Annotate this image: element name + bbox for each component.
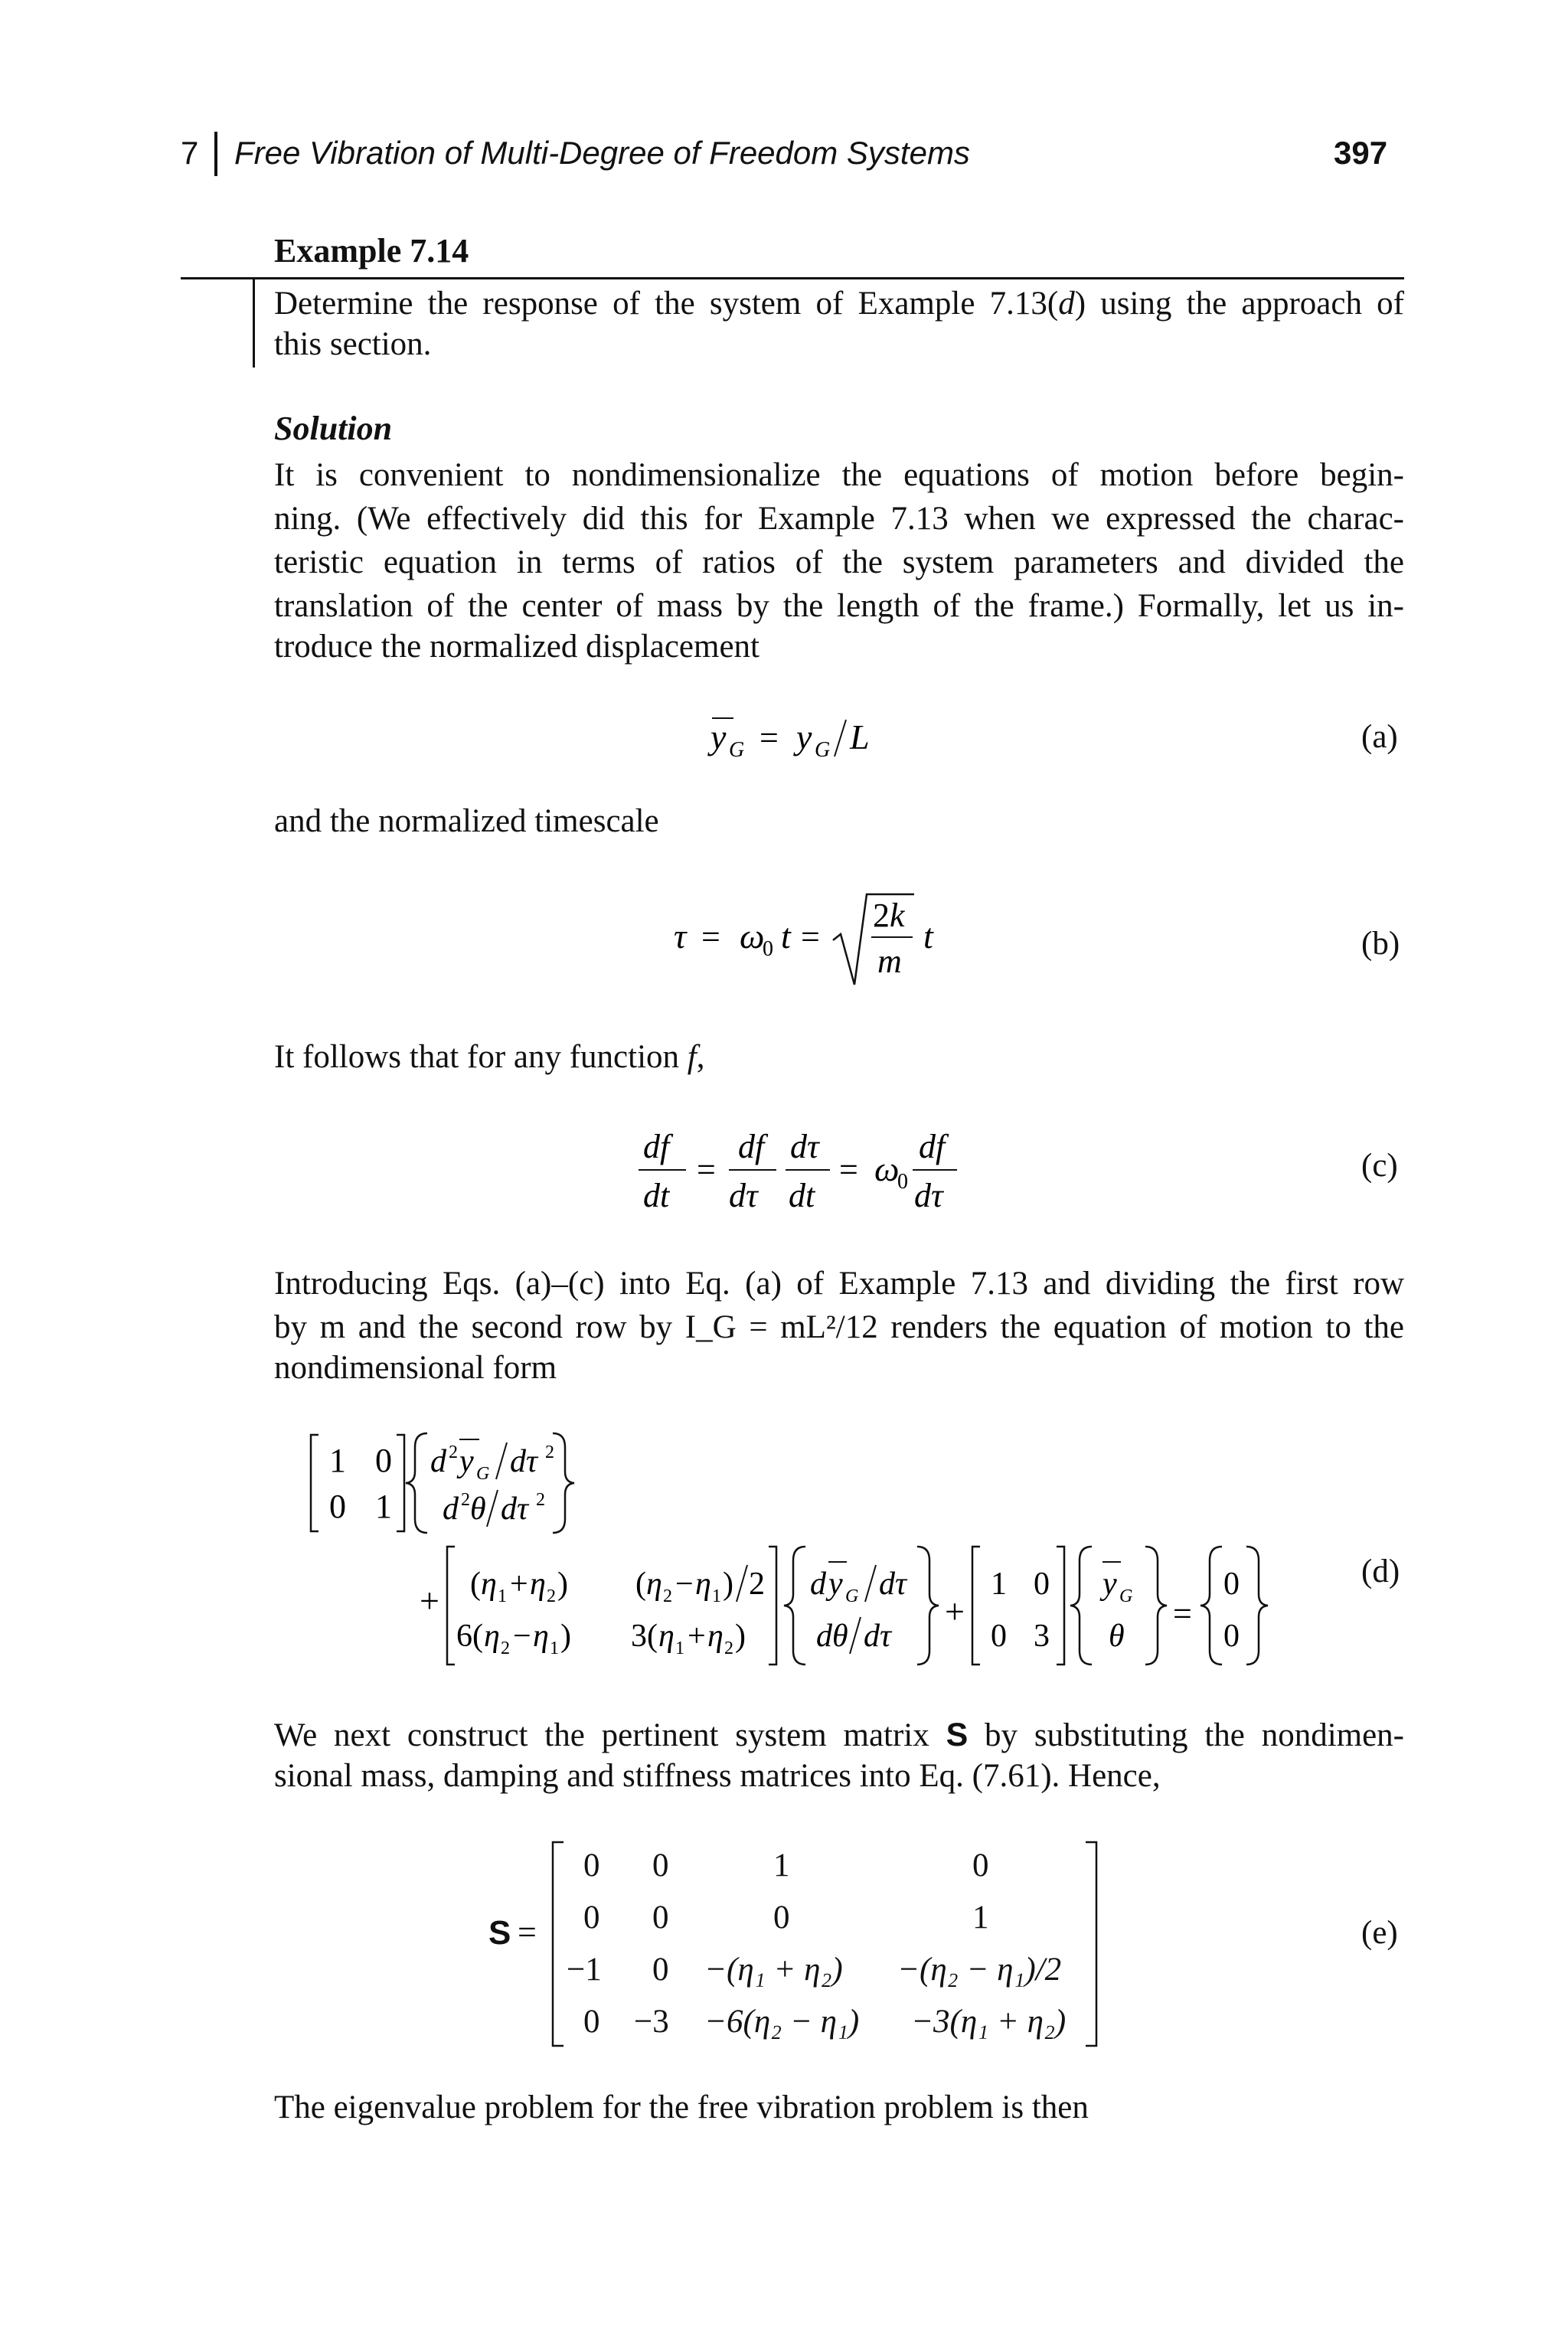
svg-text:2: 2 — [873, 897, 890, 934]
eq-label-c: (c) — [1361, 1148, 1398, 1184]
svg-text:3: 3 — [1034, 1619, 1050, 1654]
svg-text:G: G — [476, 1464, 490, 1484]
svg-text:G: G — [845, 1586, 859, 1606]
para4-line1: Introducing Eqs. (a)–(c) into Eq. (a) of Example 7.13 and dividing the first row — [274, 1266, 1404, 1302]
solution-heading: Solution — [274, 410, 393, 447]
svg-text:y: y — [459, 1444, 474, 1479]
svg-text:0: 0 — [1034, 1567, 1050, 1602]
svg-text:1: 1 — [991, 1567, 1007, 1602]
svg-text:1: 1 — [550, 1638, 559, 1658]
S-r2c4: 1 — [972, 1900, 989, 1936]
svg-text:y: y — [710, 717, 727, 756]
svg-text:θ: θ — [1109, 1619, 1125, 1654]
svg-text:η: η — [530, 1567, 546, 1602]
eq-label-d: (d) — [1361, 1554, 1400, 1589]
S-equals: = — [518, 1913, 537, 1951]
svg-text:(: ( — [635, 1567, 646, 1602]
svg-text:1: 1 — [375, 1488, 392, 1525]
svg-text:0: 0 — [1223, 1567, 1240, 1602]
svg-text:ω: ω — [874, 1149, 900, 1188]
para2: and the normalized timescale — [274, 803, 659, 839]
svg-text:=: = — [697, 1151, 716, 1188]
para5-line1: We next construct the pertinent system matrix S by substituting the nondimen- — [274, 1717, 1404, 1753]
svg-text:η: η — [707, 1619, 724, 1654]
svg-text:dτ: dτ — [790, 1128, 819, 1165]
svg-text:): ) — [735, 1619, 746, 1654]
eq-label-e: (e) — [1361, 1915, 1398, 1951]
svg-text:y: y — [1102, 1567, 1117, 1602]
chapter-title: Free Vibration of Multi-Degree of Freedom Systems — [234, 135, 970, 171]
S-r2c1: 0 — [583, 1900, 600, 1936]
svg-text:−: − — [513, 1619, 531, 1654]
svg-text:dθ: dθ — [816, 1619, 848, 1654]
svg-text:dτ: dτ — [729, 1177, 758, 1214]
svg-text:k: k — [890, 897, 905, 934]
S-r4c3: −6(η₂ − η₁) — [704, 2004, 860, 2040]
svg-text:η: η — [695, 1567, 711, 1602]
svg-text:2: 2 — [663, 1586, 672, 1606]
svg-text:2: 2 — [547, 1586, 556, 1606]
svg-text:0: 0 — [329, 1488, 346, 1525]
svg-text:=: = — [839, 1151, 858, 1188]
svg-text:df: df — [643, 1128, 670, 1165]
eq-label-a: (a) — [1361, 719, 1398, 755]
svg-text:dτ: dτ — [501, 1491, 529, 1527]
svg-text:dt: dt — [643, 1177, 670, 1214]
svg-text:): ) — [723, 1567, 733, 1602]
svg-text:d: d — [443, 1491, 459, 1527]
svg-text:η: η — [646, 1567, 662, 1602]
para4-line3: nondimensional form — [274, 1350, 557, 1386]
S-r1c1: 0 — [583, 1848, 600, 1884]
svg-text:t: t — [923, 916, 933, 956]
svg-text:1: 1 — [498, 1586, 507, 1606]
S-r2c3: 0 — [773, 1900, 790, 1936]
svg-text:+: + — [510, 1567, 528, 1602]
svg-text:2: 2 — [501, 1638, 510, 1658]
chapter-number: 7 — [181, 135, 199, 171]
para5-line2: sional mass, damping and stiffness matrices into Eq. (7.61). Hence, — [274, 1758, 1161, 1794]
svg-text:τ: τ — [674, 916, 687, 956]
svg-text:dt: dt — [789, 1177, 815, 1214]
S-r3c1: −1 — [567, 1952, 602, 1988]
equation-a — [689, 704, 919, 766]
svg-text:ω: ω — [740, 916, 765, 956]
header-divider — [214, 132, 217, 176]
svg-text:df: df — [919, 1128, 946, 1165]
svg-text:): ) — [557, 1567, 568, 1602]
svg-text:η: η — [484, 1619, 500, 1654]
svg-text:1: 1 — [329, 1442, 346, 1479]
example-side-rule — [253, 277, 255, 368]
svg-text:0: 0 — [763, 937, 773, 961]
svg-text:dτ: dτ — [510, 1444, 538, 1479]
S-r1c3: 1 — [773, 1848, 790, 1884]
svg-text:0: 0 — [1223, 1619, 1240, 1654]
example-title: Example 7.14 — [274, 232, 469, 270]
svg-text:+: + — [420, 1581, 439, 1620]
S-matrix-symbol: S — [488, 1914, 511, 1952]
svg-text:2: 2 — [724, 1638, 733, 1658]
equation-c — [628, 1118, 965, 1225]
svg-text:1: 1 — [675, 1638, 684, 1658]
para4-line2: by m and the second row by I_G = mL²/12 renders the equation of motion to the — [274, 1309, 1404, 1345]
S-r1c2: 0 — [652, 1848, 669, 1884]
svg-text:(: ( — [470, 1567, 481, 1602]
equation-d — [306, 1424, 1348, 1684]
svg-text:2: 2 — [749, 1567, 765, 1602]
para1-line1: It is convenient to nondimensionalize the equations of motion before begin- — [274, 457, 1404, 493]
svg-text:1: 1 — [712, 1586, 721, 1606]
svg-text:0: 0 — [375, 1442, 392, 1479]
svg-text:+: + — [688, 1619, 706, 1654]
svg-text:0: 0 — [897, 1170, 908, 1194]
svg-text:3(: 3( — [631, 1619, 658, 1654]
svg-text:θ: θ — [470, 1491, 486, 1527]
example-statement: Determine the response of the system of Example 7.13(d) using the approach of — [274, 286, 1404, 322]
para1-line5: troduce the normalized displacement — [274, 629, 760, 665]
svg-text:G: G — [815, 738, 831, 762]
S-r3c2: 0 — [652, 1952, 669, 1988]
svg-text:2: 2 — [449, 1442, 458, 1462]
svg-text:=: = — [801, 918, 820, 956]
svg-text:L: L — [850, 717, 870, 756]
para6: The eigenvalue problem for the free vibration problem is then — [274, 2089, 1089, 2125]
example-statement-line2: this section. — [274, 326, 432, 362]
S-r3c4: −(η₂ − η₁)/2 — [897, 1952, 1062, 1988]
svg-text:2: 2 — [461, 1490, 470, 1510]
S-r3c3: −(η₁ + η₂) — [704, 1952, 843, 1988]
para1-line2: ning. (We effectively did this for Example 7.13 when we expressed the charac- — [274, 501, 1404, 537]
S-r4c2: −3 — [634, 2004, 669, 2040]
svg-text:d: d — [430, 1444, 446, 1479]
svg-text:dτ: dτ — [879, 1567, 907, 1602]
para3: It follows that for any function f, — [274, 1039, 705, 1075]
svg-text:G: G — [1119, 1586, 1133, 1606]
svg-text:η: η — [533, 1619, 549, 1654]
svg-text:d: d — [810, 1567, 826, 1602]
svg-text:−: − — [675, 1567, 694, 1602]
svg-text:G: G — [729, 738, 745, 762]
para1-line3: teristic equation in terms of ratios of the system parameters and divided the — [274, 544, 1404, 580]
svg-text:=: = — [760, 719, 779, 756]
svg-text:=: = — [1173, 1595, 1192, 1632]
svg-text:df: df — [738, 1128, 765, 1165]
page-number: 397 — [1334, 135, 1388, 171]
svg-text:2: 2 — [545, 1442, 554, 1462]
svg-text:dτ: dτ — [914, 1177, 943, 1214]
S-r1c4: 0 — [972, 1848, 989, 1884]
para1-line4: translation of the center of mass by the length of the frame.) Formally, let us in- — [274, 588, 1404, 624]
svg-text:2: 2 — [536, 1490, 545, 1510]
svg-text:t: t — [781, 916, 791, 956]
S-r4c1: 0 — [583, 2004, 600, 2040]
svg-text:=: = — [701, 918, 720, 956]
example-top-rule — [181, 277, 1404, 279]
equation-b — [666, 880, 942, 995]
svg-text:η: η — [658, 1619, 675, 1654]
svg-text:+: + — [945, 1592, 965, 1631]
svg-text:y: y — [828, 1567, 843, 1602]
svg-text:6(: 6( — [456, 1619, 483, 1654]
svg-text:η: η — [481, 1567, 497, 1602]
svg-text:): ) — [560, 1619, 571, 1654]
S-r2c2: 0 — [652, 1900, 669, 1936]
svg-text:m: m — [877, 943, 902, 980]
svg-text:0: 0 — [991, 1619, 1007, 1654]
S-r4c4: −3(η₁ + η₂) — [911, 2004, 1067, 2040]
svg-text:dτ: dτ — [864, 1619, 892, 1654]
eq-label-b: (b) — [1361, 926, 1400, 962]
svg-text:y: y — [796, 717, 812, 756]
